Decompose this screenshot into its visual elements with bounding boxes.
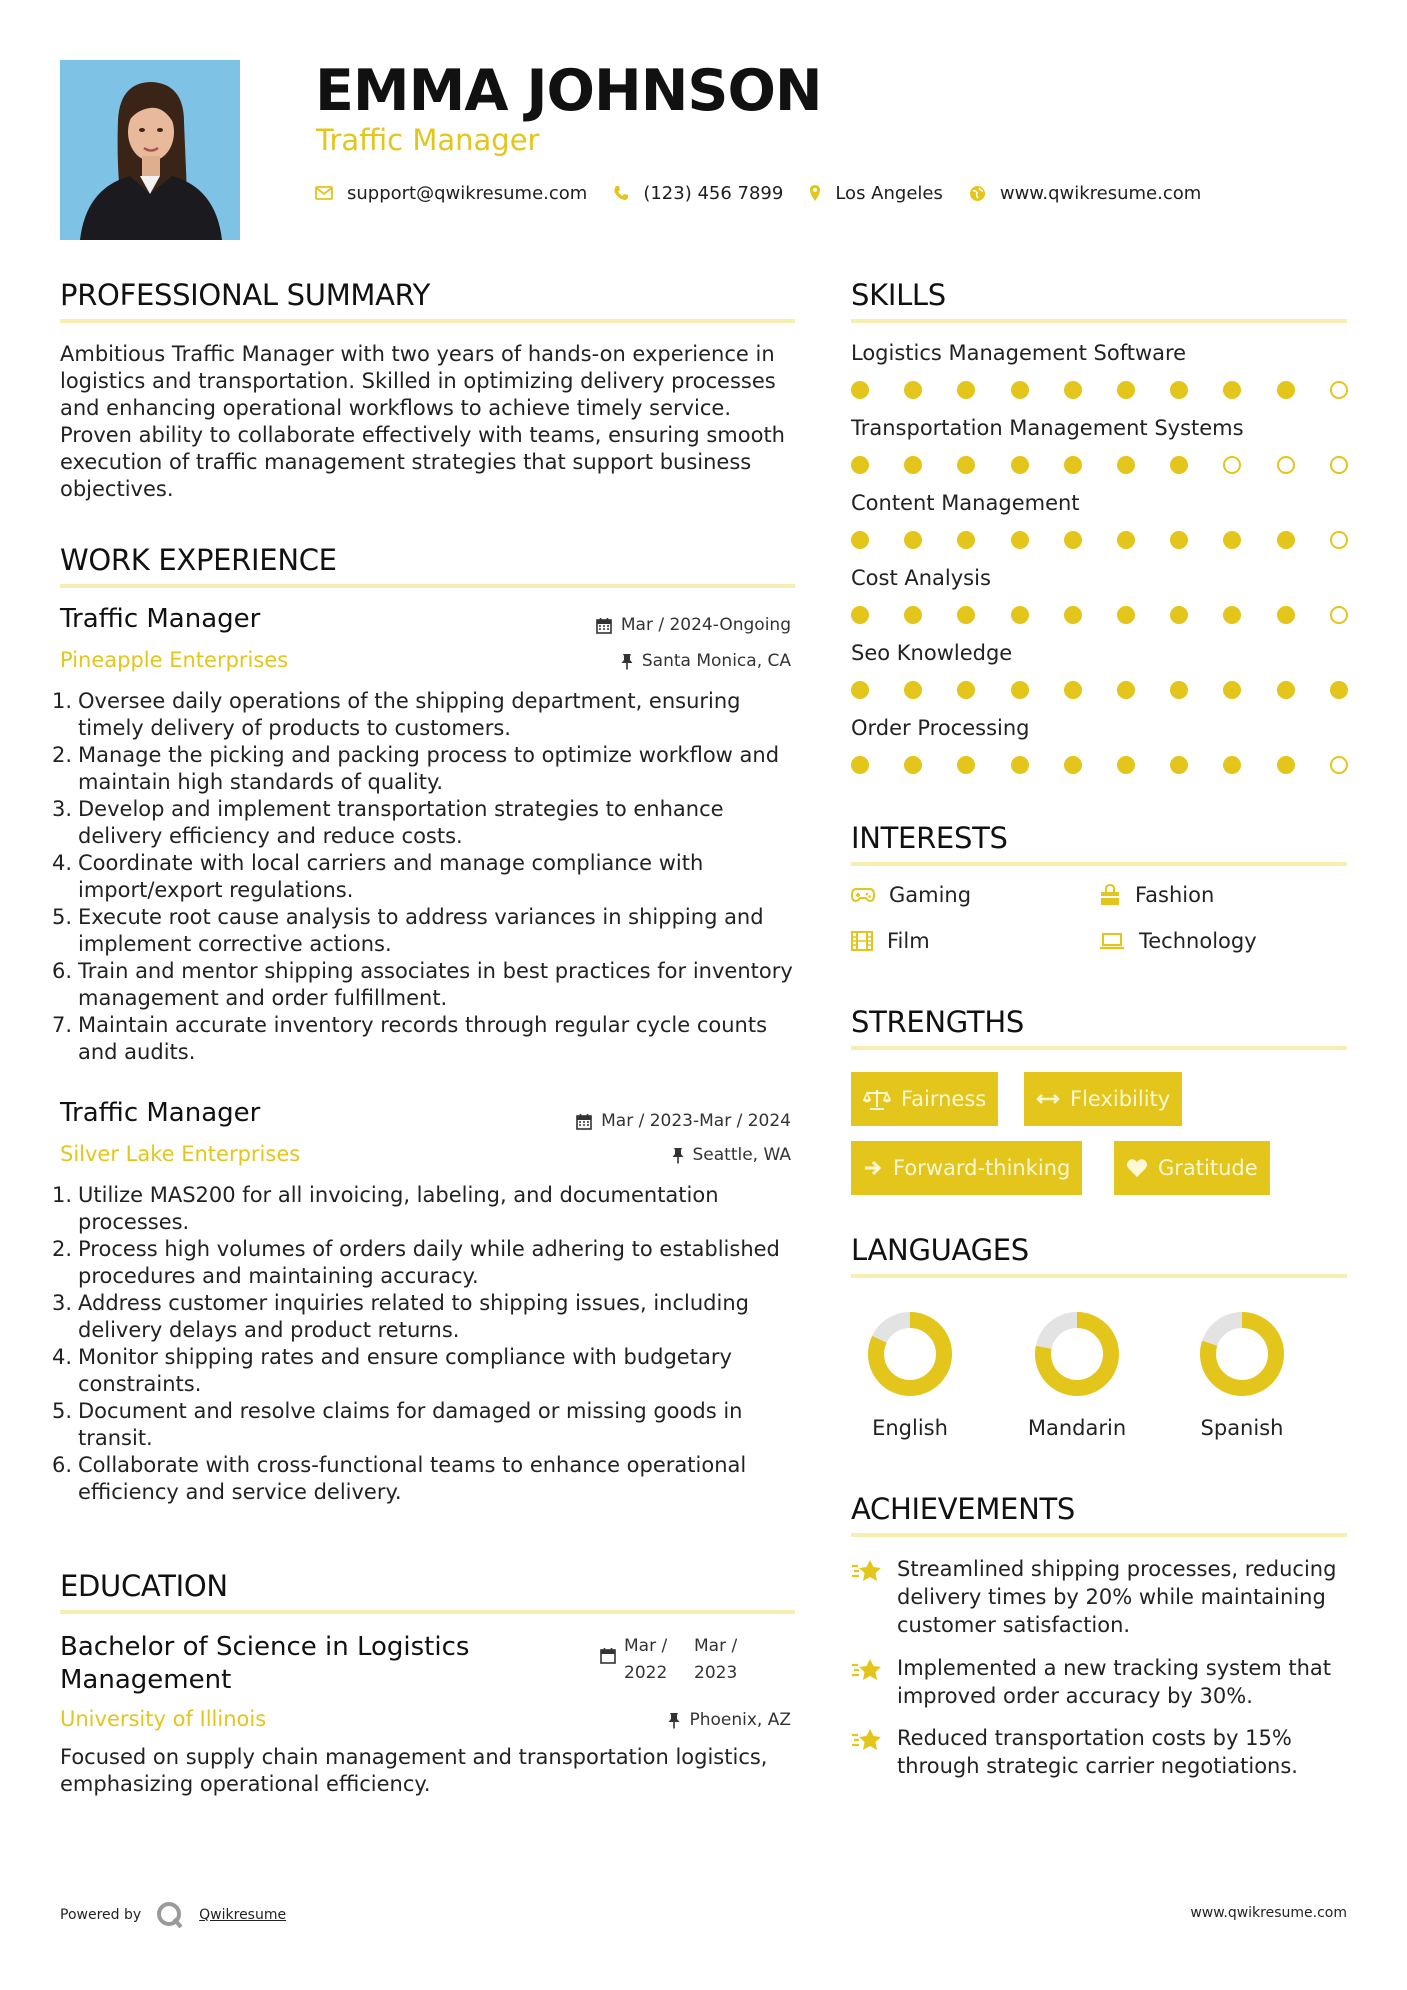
brand-link[interactable]: Qwikresume — [199, 1907, 287, 1923]
rating-dot-filled — [1223, 606, 1241, 624]
list-item: 3. Address customer inquiries related to shipping issues, including delivery delays and product returns. — [52, 1291, 749, 1342]
job-title: Traffic Manager — [60, 604, 261, 634]
list-item: 1. Oversee daily operations of the shipping department, ensuring timely delivery of products to customers. — [52, 689, 741, 740]
list-item: 6. Train and mentor shipping associates in best practices for inventory management and order fulfillment. — [52, 959, 793, 1010]
rating-dot-filled — [957, 606, 975, 624]
summary-text: Ambitious Traffic Manager with two years of hands-on experience in logistics and transportation. Skilled in optimizing delivery processes and enhancing operational workflows to achieve timely service. Proven ability to collaborate effectively with teams, ensuring smooth execution of traffic management strategies that support business objectives. — [60, 342, 785, 501]
rating-dot-filled — [1117, 681, 1135, 699]
skill-rating — [851, 456, 1353, 476]
job-title: Traffic Manager — [60, 1098, 261, 1128]
rating-dot-filled — [957, 381, 975, 399]
calendar-icon — [576, 1113, 592, 1130]
list-item: 3. Develop and implement transportation strategies to enhance delivery efficiency and reduce costs. — [52, 797, 724, 848]
interests-heading: INTERESTS — [851, 821, 1008, 855]
job-duties-list — [52, 688, 797, 1066]
summary-rule — [60, 319, 795, 323]
rating-dot-filled — [1064, 531, 1082, 549]
rating-dot-filled — [851, 381, 869, 399]
education-description: Focused on supply chain management and transportation logistics, emphasizing operational efficiency. — [60, 1745, 768, 1796]
education-end — [694, 1633, 764, 1687]
map-pin-icon — [809, 184, 821, 202]
rating-dot-filled — [957, 456, 975, 474]
list-item: 1. Utilize MAS200 for all invoicing, labeling, and documentation processes. — [52, 1183, 719, 1234]
trophy-star-icon — [851, 1726, 885, 1754]
achievement-text: Reduced transportation costs by 15% through strategic carrier negotiations. — [897, 1726, 1298, 1778]
rating-dot-filled — [1011, 606, 1029, 624]
strengths-rule — [851, 1046, 1347, 1050]
rating-dot-filled — [1170, 606, 1188, 624]
company-name: Silver Lake Enterprises — [60, 1142, 301, 1166]
interest-item — [1099, 929, 1257, 953]
calendar-icon — [596, 617, 612, 634]
languages-heading: LANGUAGES — [851, 1233, 1029, 1267]
rating-dot-filled — [1011, 531, 1029, 549]
rating-dot-empty — [1330, 456, 1348, 474]
rating-dot-filled — [1064, 756, 1082, 774]
rating-dot-filled — [904, 381, 922, 399]
skill-name: Cost Analysis — [851, 566, 991, 590]
strengths-heading: STRENGTHS — [851, 1005, 1024, 1039]
languages-rule — [851, 1274, 1347, 1278]
rating-dot-empty — [1330, 381, 1348, 399]
pushpin-icon — [668, 1712, 680, 1729]
rating-dot-filled — [1064, 606, 1082, 624]
job-location-text: Santa Monica, CA — [641, 651, 791, 671]
rating-dot-filled — [957, 681, 975, 699]
interest-item — [851, 883, 971, 907]
rating-dot-filled — [1170, 756, 1188, 774]
skill-name: Transportation Management Systems — [851, 416, 1244, 440]
rating-dot-filled — [1170, 381, 1188, 399]
experience-rule — [60, 584, 795, 588]
rating-dot-filled — [1011, 381, 1029, 399]
rating-dot-filled — [1330, 681, 1348, 699]
rating-dot-filled — [1223, 681, 1241, 699]
contact-website[interactable] — [969, 183, 1201, 204]
strength-tag — [1024, 1072, 1182, 1126]
film-icon — [851, 930, 873, 952]
location-text: Los Angeles — [835, 182, 943, 204]
education-end-year: 2023 — [694, 1663, 738, 1683]
rating-dot-filled — [1170, 681, 1188, 699]
rating-dot-filled — [904, 456, 922, 474]
education-location — [668, 1710, 791, 1730]
website-text: www.qwikresume.com — [999, 182, 1202, 204]
rating-dot-empty — [1330, 756, 1348, 774]
rating-dot-filled — [957, 756, 975, 774]
rating-dot-filled — [1277, 381, 1295, 399]
phone-text: (123) 456 7899 — [643, 182, 784, 204]
language-donut — [860, 1304, 960, 1404]
phone-icon — [613, 185, 629, 201]
rating-dot-filled — [1064, 681, 1082, 699]
company-name: Pineapple Enterprises — [60, 648, 289, 672]
list-item: 7. Maintain accurate inventory records through regular cycle counts and audits. — [52, 1013, 768, 1064]
strength-label: Fairness — [901, 1087, 987, 1111]
pushpin-icon — [672, 1147, 684, 1164]
rating-dot-filled — [1064, 456, 1082, 474]
skill-rating — [851, 381, 1353, 401]
achievement-text: Streamlined shipping processes, reducing delivery times by 20% while maintaining customer satisfaction. — [897, 1557, 1337, 1637]
skill-name: Order Processing — [851, 716, 1030, 740]
list-item: 4. Coordinate with local carriers and manage compliance with import/export regulations. — [52, 851, 704, 902]
rating-dot-filled — [1011, 681, 1029, 699]
school-name: University of Illinois — [60, 1707, 267, 1731]
rating-dot-filled — [851, 456, 869, 474]
rating-dot-filled — [851, 606, 869, 624]
education-start-year: 2022 — [624, 1663, 668, 1683]
interest-label: Film — [887, 929, 930, 953]
rating-dot-empty — [1277, 456, 1295, 474]
globe-icon — [969, 185, 986, 202]
strength-tag — [851, 1072, 998, 1126]
language-name: English — [872, 1416, 948, 1440]
list-item: 6. Collaborate with cross-functional teams to enhance operational efficiency and service delivery. — [52, 1453, 747, 1504]
education-heading: EDUCATION — [60, 1569, 228, 1603]
profile-photo — [60, 60, 240, 240]
rating-dot-filled — [1117, 456, 1135, 474]
arrows-horizontal-icon — [1036, 1092, 1060, 1106]
job-dates-text: Mar / 2023-Mar / 2024 — [601, 1111, 791, 1131]
rating-dot-filled — [904, 681, 922, 699]
job-location — [672, 1145, 792, 1165]
job-location — [621, 651, 791, 671]
skills-heading: SKILLS — [851, 278, 946, 312]
education-start — [624, 1633, 694, 1687]
rating-dot-filled — [1223, 531, 1241, 549]
gamepad-icon — [851, 887, 875, 903]
job-duties-list — [52, 1182, 797, 1506]
interest-item — [1099, 883, 1214, 907]
strength-label: Gratitude — [1158, 1156, 1258, 1180]
portrait-image — [60, 60, 240, 240]
contact-bar — [315, 178, 1227, 208]
language-donut — [1027, 1304, 1127, 1404]
rating-dot-filled — [1117, 606, 1135, 624]
skill-name: Logistics Management Software — [851, 341, 1187, 365]
rating-dot-filled — [1011, 456, 1029, 474]
balance-scale-icon — [863, 1088, 891, 1110]
rating-dot-filled — [851, 531, 869, 549]
candidate-title: Traffic Manager — [316, 123, 540, 157]
candidate-name: EMMA JOHNSON — [315, 58, 822, 124]
heart-icon — [1126, 1158, 1148, 1178]
rating-dot-filled — [1117, 381, 1135, 399]
interests-rule — [851, 862, 1347, 866]
achievement-text: Implemented a new tracking system that improved order accuracy by 30%. — [897, 1656, 1332, 1708]
achievements-rule — [851, 1533, 1347, 1537]
rating-dot-filled — [1170, 531, 1188, 549]
rating-dot-empty — [1330, 606, 1348, 624]
skill-name: Content Management — [851, 491, 1080, 515]
skill-rating — [851, 606, 1353, 626]
language-name: Mandarin — [1027, 1416, 1127, 1440]
experience-heading: WORK EXPERIENCE — [60, 543, 337, 577]
rating-dot-filled — [1277, 531, 1295, 549]
shopping-bag-icon — [1099, 884, 1121, 906]
list-item: 2. Process high volumes of orders daily while adhering to established procedures and maintaining accuracy. — [52, 1237, 780, 1288]
skill-rating — [851, 756, 1353, 776]
strength-label: Forward-thinking — [893, 1156, 1071, 1180]
rating-dot-empty — [1223, 456, 1241, 474]
job-dates — [576, 1111, 791, 1131]
rating-dot-filled — [1277, 756, 1295, 774]
rating-dot-filled — [1223, 381, 1241, 399]
powered-by-text: Powered by — [60, 1907, 142, 1923]
skill-rating — [851, 681, 1353, 701]
education-location-text: Phoenix, AZ — [689, 1710, 791, 1730]
email-text: support@qwikresume.com — [347, 182, 588, 204]
rating-dot-filled — [1117, 756, 1135, 774]
footer-powered-by — [60, 1900, 286, 1930]
trophy-star-icon — [851, 1557, 885, 1585]
rating-dot-filled — [1223, 756, 1241, 774]
education-end-month: Mar / — [694, 1636, 738, 1656]
calendar-icon — [600, 1647, 616, 1664]
interest-label: Technology — [1139, 929, 1257, 953]
education-dates — [600, 1633, 764, 1687]
interest-label: Fashion — [1135, 883, 1215, 907]
list-item: 4. Monitor shipping rates and ensure compliance with budgetary constraints. — [52, 1345, 732, 1396]
education-rule — [60, 1610, 795, 1614]
interest-item — [851, 929, 930, 953]
language-name: Spanish — [1200, 1416, 1284, 1440]
skill-name: Seo Knowledge — [851, 641, 1013, 665]
job-dates — [596, 615, 791, 635]
rating-dot-filled — [957, 531, 975, 549]
job-location-text: Seattle, WA — [692, 1145, 791, 1165]
laptop-icon — [1099, 932, 1125, 950]
strength-tag — [1114, 1141, 1270, 1195]
pushpin-icon — [621, 653, 633, 670]
skills-rule — [851, 319, 1347, 323]
list-item: 5. Execute root cause analysis to address variances in shipping and implement corrective actions. — [52, 905, 764, 956]
rating-dot-filled — [851, 681, 869, 699]
arrow-right-icon — [863, 1159, 883, 1177]
achievements-heading: ACHIEVEMENTS — [851, 1492, 1075, 1526]
rating-dot-filled — [1064, 381, 1082, 399]
contact-location — [809, 183, 943, 204]
degree-title: Bachelor of Science in Logistics Management — [60, 1632, 470, 1695]
education-start-month: Mar / — [624, 1636, 668, 1656]
job-dates-text: Mar / 2024-Ongoing — [620, 615, 791, 635]
list-item: 2. Manage the picking and packing process to optimize workflow and maintain high standards of quality. — [52, 743, 780, 794]
rating-dot-filled — [1170, 456, 1188, 474]
rating-dot-filled — [1277, 606, 1295, 624]
footer-website[interactable]: www.qwikresume.com — [1190, 1905, 1347, 1921]
trophy-star-icon — [851, 1656, 885, 1684]
contact-email[interactable] — [315, 183, 587, 204]
strength-tag — [851, 1141, 1082, 1195]
rating-dot-filled — [851, 756, 869, 774]
rating-dot-filled — [904, 606, 922, 624]
rating-dot-filled — [904, 531, 922, 549]
qwikresume-logo-icon — [155, 1900, 185, 1930]
envelope-icon — [315, 186, 333, 200]
skill-rating — [851, 531, 1353, 551]
summary-heading: PROFESSIONAL SUMMARY — [60, 278, 431, 312]
strength-label: Flexibility — [1070, 1087, 1171, 1111]
rating-dot-filled — [1011, 756, 1029, 774]
list-item: 5. Document and resolve claims for damaged or missing goods in transit. — [52, 1399, 743, 1450]
language-donut — [1192, 1304, 1292, 1404]
contact-phone[interactable] — [613, 183, 783, 204]
rating-dot-filled — [1117, 531, 1135, 549]
rating-dot-filled — [904, 756, 922, 774]
interest-label: Gaming — [889, 883, 972, 907]
rating-dot-filled — [1277, 681, 1295, 699]
rating-dot-empty — [1330, 531, 1348, 549]
